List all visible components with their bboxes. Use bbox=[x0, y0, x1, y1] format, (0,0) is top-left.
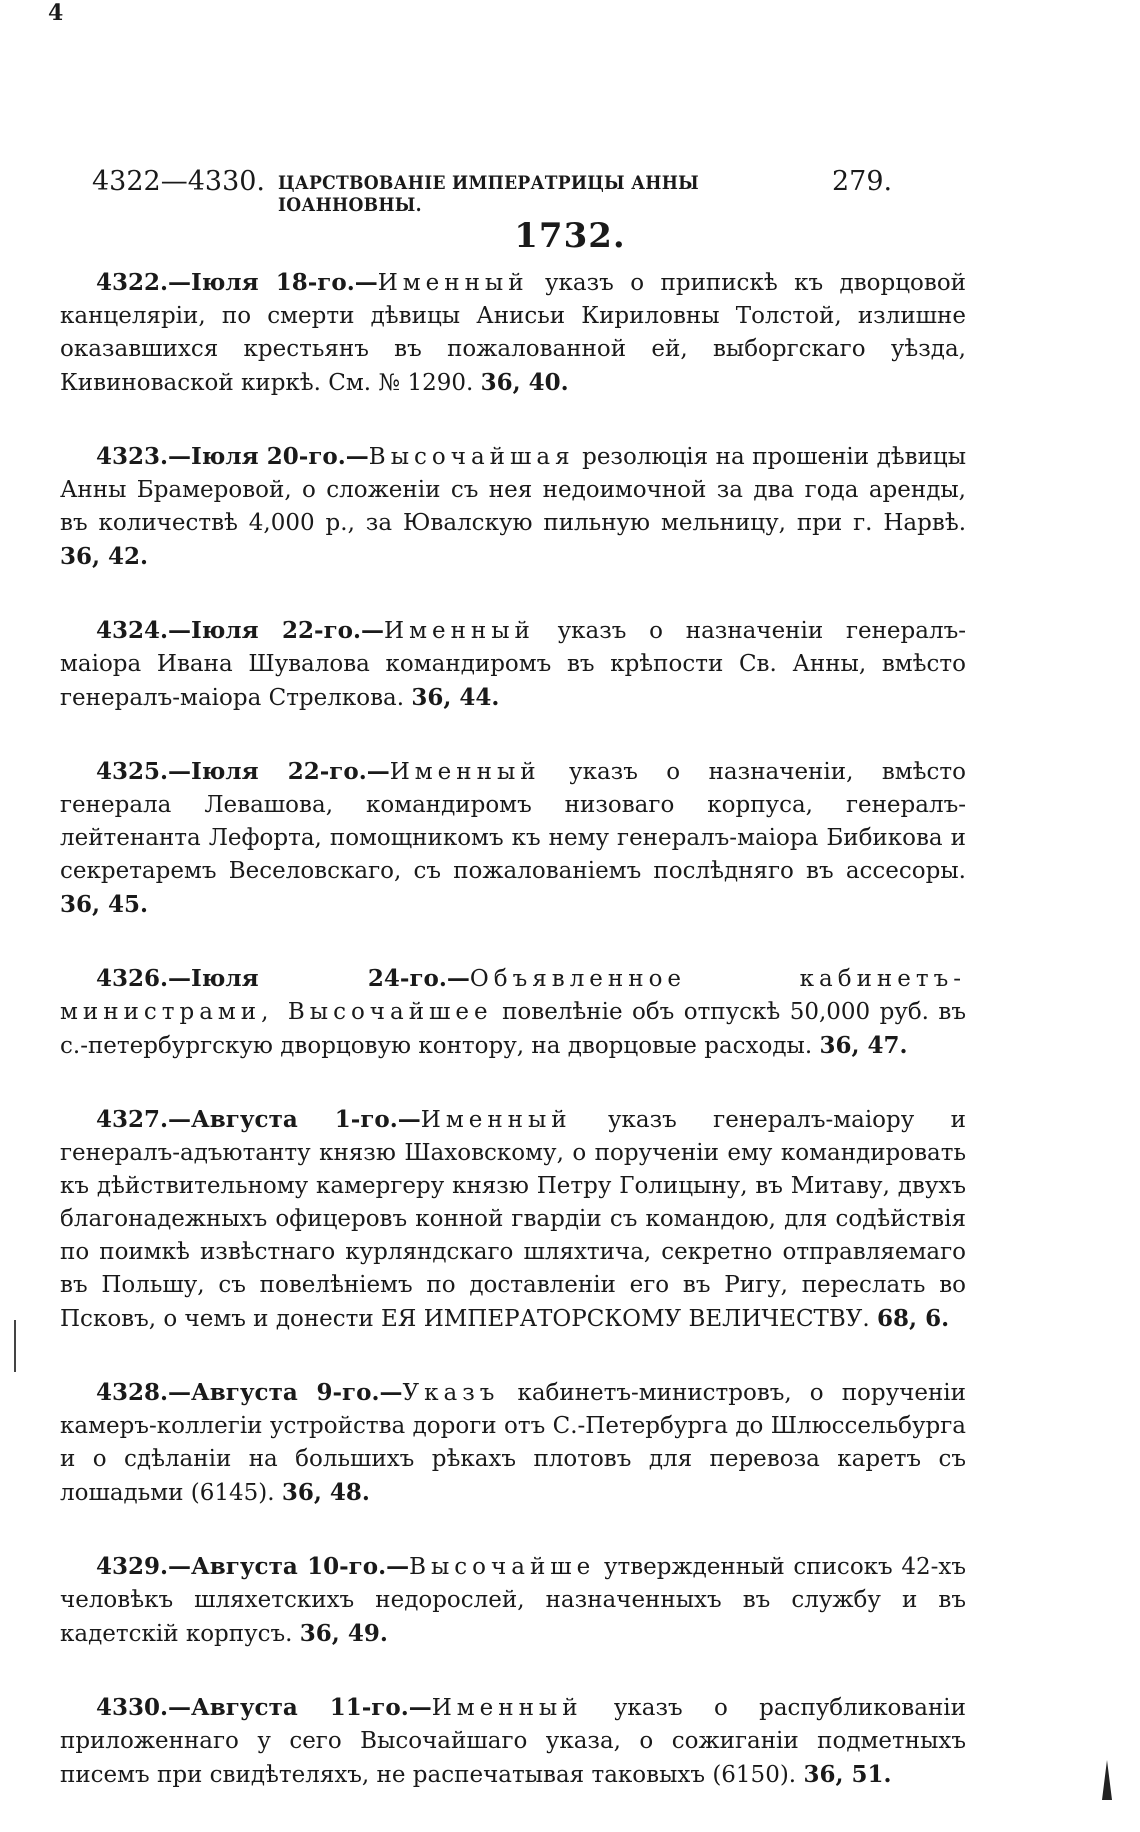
entry-kind: Высочайшая bbox=[368, 444, 575, 470]
entry-date: —Іюля 22-го.— bbox=[168, 758, 390, 785]
entry-text: указъ о припискѣ къ дворцовой канцеляріи, по смерти дѣвицы Анисьи Кириловны Толстой, излишне оказавшихся крестьянъ въ пожалованной ей, выборгскаго уѣзда, Кивиноваской киркѣ. См. № 1290. bbox=[60, 270, 966, 396]
entry-date: —Августа 1-го.— bbox=[168, 1106, 421, 1133]
entry-4329 bbox=[60, 1550, 966, 1651]
entry-kind: Именный bbox=[420, 1107, 572, 1133]
entry-kind: Именный bbox=[389, 759, 541, 785]
entry-date: —Августа 11-го.— bbox=[168, 1694, 432, 1721]
entry-number: 4329. bbox=[96, 1553, 169, 1580]
page-number: 279. bbox=[832, 166, 893, 197]
entry-text: утвержденный списокъ 42-хъ человѣкъ шляхетскихъ недорослей, назначенныхъ въ службу и въ кадетскій корпусъ. bbox=[60, 1554, 966, 1647]
entry-reference: 36, 44. bbox=[411, 684, 500, 711]
entry-4326 bbox=[60, 962, 966, 1063]
year-heading: 1732. bbox=[514, 216, 626, 256]
entry-4325 bbox=[60, 755, 966, 922]
entry-number: 4323. bbox=[96, 443, 169, 470]
entry-reference: 68, 6. bbox=[877, 1305, 950, 1332]
entry-reference: 36, 51. bbox=[803, 1761, 892, 1788]
entry-4328 bbox=[60, 1376, 966, 1510]
header-entry-range: 4322—4330. bbox=[92, 166, 266, 197]
entry-4327 bbox=[60, 1103, 966, 1336]
entry-kind: Именный bbox=[431, 1695, 583, 1721]
entry-date: —Августа 10-го.— bbox=[168, 1553, 410, 1580]
entry-reference: 36, 40. bbox=[480, 369, 569, 396]
entry-reference: 36, 48. bbox=[281, 1479, 370, 1506]
entry-kind: Высочайше bbox=[409, 1554, 596, 1580]
entry-text: указъ генералъ-маіору и генералъ-адъютанту князю Шаховскому, о порученіи ему командировать къ дѣйствительному камергеру князю Петру Голицыну, въ Митаву, двухъ благонадежныхъ офицеровъ конной гвардіи съ командою, для содѣйствія по поимкѣ извѣстнаго курляндскаго шляхтича, секретно отправляемаго въ Польшу, съ повелѣніемъ по доставленіи его въ Ригу, переслать во Псковъ, о чемъ и донести ЕЯ ИМПЕРАТОРСКОМУ ВЕЛИЧЕСТВУ. bbox=[60, 1107, 966, 1332]
entry-number: 4330. bbox=[96, 1694, 169, 1721]
entry-kind: Указъ bbox=[402, 1380, 500, 1406]
entry-date: —Августа 9-го.— bbox=[168, 1379, 403, 1406]
entry-kind: Объявленное кабинетъ-министрами, Высочайшее bbox=[60, 966, 966, 1025]
entry-text: резолюція на прошеніи дѣвицы Анны Брамеровой, о сложеніи съ нея недоимочной за два года аренды, въ количествѣ 4,000 р., за Ювалскую пильную мельницу, при г. Нарвѣ. bbox=[60, 444, 966, 536]
top-corner-mark: 4 bbox=[48, 0, 64, 26]
entry-text: указъ о назначеніи, вмѣсто генерала Левашова, командиромъ низоваго корпуса, генералъ-лейтенанта Лефорта, помощникомъ къ нему генералъ-маіора Бибикова и секретаремъ Веселовскаго, съ пожалованіемъ послѣдняго въ ассесоры. bbox=[60, 759, 966, 884]
entry-text: кабинетъ-министровъ, о порученіи камеръ-коллегіи устройства дороги отъ С.-Петербурга до Шлюссельбурга и о сдѣланіи на большихъ рѣкахъ плотовъ для перевоза каретъ съ лошадьми (6145). bbox=[60, 1380, 966, 1506]
entry-date: —Іюля 20-го.— bbox=[168, 443, 369, 470]
entry-reference: 36, 49. bbox=[299, 1620, 388, 1647]
entry-kind: Именный bbox=[384, 618, 535, 644]
entry-number: 4322. bbox=[96, 269, 169, 296]
entry-text: повелѣніе объ отпускѣ 50,000 руб. въ с.-петербургскую дворцовую контору, на дворцовые расходы. bbox=[60, 999, 966, 1059]
entry-number: 4327. bbox=[96, 1106, 169, 1133]
header-title: ЦАРСТВОВАНІЕ ИМПЕРАТРИЦЫ АННЫ ІОАННОВНЫ. bbox=[278, 172, 699, 216]
entry-number: 4324. bbox=[96, 617, 169, 644]
entries-list bbox=[60, 266, 966, 1832]
entry-4324 bbox=[60, 614, 966, 715]
entry-reference: 36, 42. bbox=[60, 543, 149, 570]
entry-date: —Іюля 18-го.— bbox=[168, 269, 378, 296]
entry-number: 4325. bbox=[96, 758, 169, 785]
margin-rule bbox=[14, 1320, 16, 1372]
entry-4330 bbox=[60, 1691, 966, 1792]
entry-4323 bbox=[60, 440, 966, 574]
page-header bbox=[92, 166, 893, 216]
entry-kind: Именный bbox=[377, 270, 529, 296]
entry-number: 4328. bbox=[96, 1379, 169, 1406]
entry-4322 bbox=[60, 266, 966, 400]
entry-text: указъ о назначеніи генералъ-маіора Ивана Шувалова командиромъ въ крѣпости Св. Анны, вмѣсто генералъ-маіора Стрелкова. bbox=[60, 618, 966, 711]
entry-text: указъ о распубликованіи приложеннаго у сего Высочайшаго указа, о сожиганіи подметныхъ писемъ при свидѣтеляхъ, не распечатывая таковыхъ (6150). bbox=[60, 1695, 966, 1788]
corner-mark bbox=[1102, 1760, 1112, 1800]
entry-reference: 36, 45. bbox=[60, 891, 149, 918]
entry-number: 4326. bbox=[96, 965, 169, 992]
entry-date: —Іюля 24-го.— bbox=[168, 965, 470, 992]
entry-reference: 36, 47. bbox=[819, 1032, 908, 1059]
entry-date: —Іюля 22-го.— bbox=[168, 617, 385, 644]
